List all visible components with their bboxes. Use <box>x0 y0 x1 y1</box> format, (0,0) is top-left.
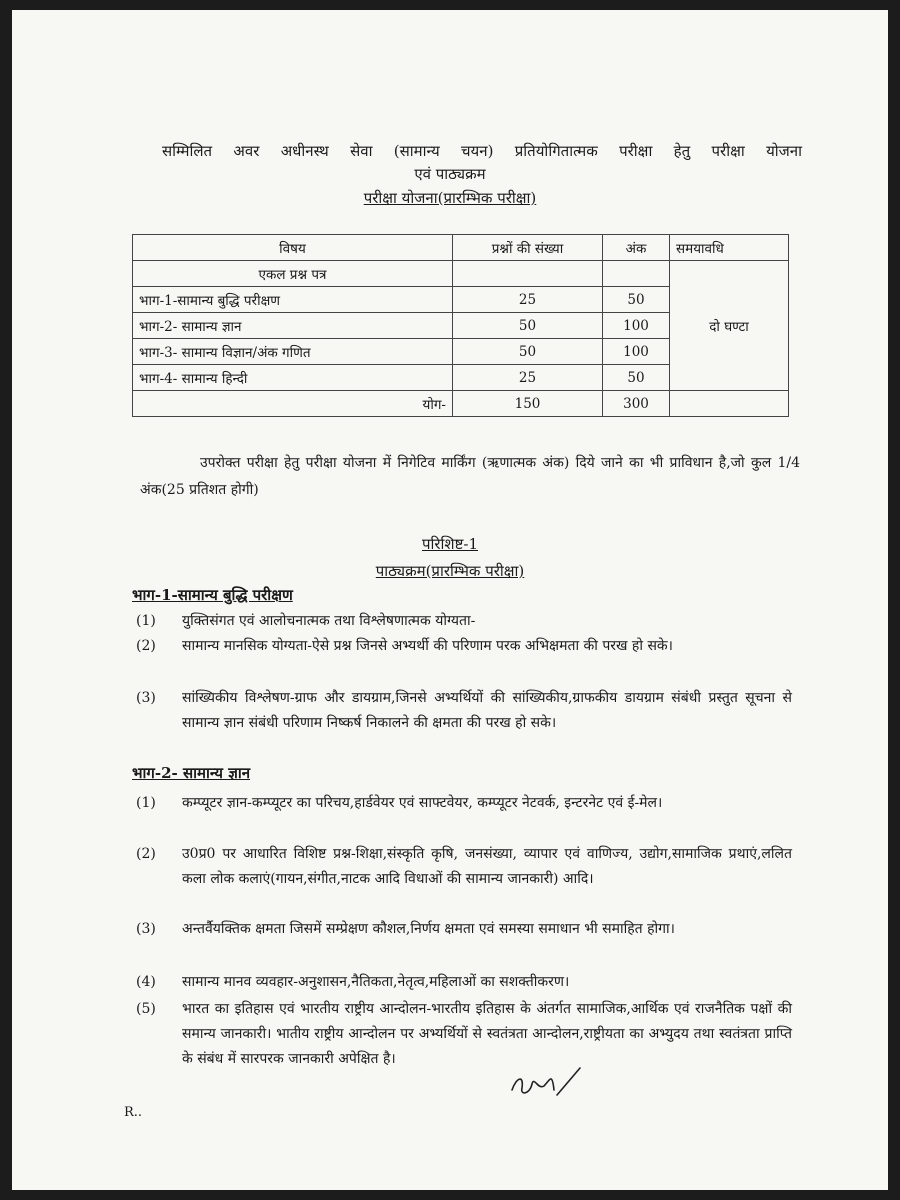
footer-mark: R.. <box>124 1105 143 1120</box>
single-paper-label: एकल प्रश्न पत्र <box>133 261 453 287</box>
subject-cell: भाग-1-सामान्य बुद्धि परीक्षण <box>133 287 453 313</box>
table-header-row <box>133 235 789 261</box>
header-questions: प्रश्नों की संख्या <box>453 235 603 261</box>
item-text: सामान्य मानसिक योग्यता-ऐसे प्रश्न जिनसे अभ्यर्थी की परिणाम परक अभिक्षमता की परख हो सके। <box>182 638 673 654</box>
signature-icon <box>502 1060 592 1105</box>
total-questions: 150 <box>453 391 603 417</box>
item-number: (3) <box>136 690 156 706</box>
list-item <box>132 917 792 942</box>
table-row <box>133 261 789 287</box>
item-number: (4) <box>136 974 156 990</box>
item-text: भारत का इतिहास एवं भारतीय राष्ट्रीय आन्दोलन-भारतीय इतिहास के अंतर्गत सामाजिक,आर्थिक एवं राजनैतिक पक्षों की समान्य जानकारी। भातीय राष्ट्रीय आन्दोलन पर अभ्यर्थियों से स्वतंत्रता आन्दोलन,राष्ट्रीयता का अभ्युदय तथा स्वतंत्रता प्राप्ति के संबंध में सारपरक जानकारी अपेक्षित है। <box>182 1001 792 1067</box>
list-item <box>132 997 792 1072</box>
part1-heading: भाग-1-सामान्य बुद्धि परीक्षण <box>132 586 293 604</box>
table-total-row <box>133 391 789 417</box>
marks-cell: 50 <box>603 365 670 391</box>
item-text: सामान्य मानव व्यवहार-अनुशासन,नैतिकता,नेतृत्व,महिलाओं का सशक्तीकरण। <box>182 974 570 990</box>
item-text: उ0प्र0 पर आधारित विशिष्ट प्रश्न-शिक्षा,संस्कृति कृषि, जनसंख्या, व्यापार एवं वाणिज्य, उद्योग,सामाजिक प्रथाएं,ललित कला लोक कलाएं(गायन,संगीत,नाटक आदि विधाओं की सामान्य जानकारी) आदि। <box>182 846 792 887</box>
list-item <box>132 970 792 995</box>
negative-marking-note: उपरोक्त परीक्षा हेतु परीक्षा योजना में निगेटिव मार्किंग (ऋणात्मक अंक) दिये जाने का भी प्राविधान है,जो कुल 1/4 अंक(25 प्रतिशत होगी) <box>140 455 800 498</box>
header-duration: समयावधि <box>670 235 789 261</box>
duration-cell: दो घण्टा <box>670 261 789 391</box>
questions-cell: 25 <box>453 365 603 391</box>
exam-scheme-table <box>132 234 789 417</box>
questions-cell: 25 <box>453 287 603 313</box>
list-item <box>132 686 792 736</box>
item-number: (2) <box>136 846 156 862</box>
marks-cell: 100 <box>603 313 670 339</box>
item-number: (2) <box>136 638 156 654</box>
document-page <box>12 10 888 1190</box>
header-subject: विषय <box>133 235 453 261</box>
marks-cell: 100 <box>603 339 670 365</box>
item-number: (1) <box>136 613 156 629</box>
subject-cell: भाग-2- सामान्य ज्ञान <box>133 313 453 339</box>
list-item <box>132 842 792 892</box>
total-label: योग- <box>133 391 453 417</box>
part2-heading: भाग-2- सामान्य ज्ञान <box>132 764 251 782</box>
item-text: सांख्यिकीय विश्लेषण-ग्राफ और डायग्राम,जिनसे अभ्यर्थियों की सांख्यिकीय,ग्राफकीय डायग्राम संबंधी प्रस्तुत सूचना से सामान्य ज्ञान संबंधी परिणाम निष्कर्ष निकालने की क्षमता की परख हो सके। <box>182 690 792 731</box>
item-text: कम्प्यूटर ज्ञान-कम्प्यूटर का परिचय,हार्डवेयर एवं साफ्टवेयर, कम्प्यूटर नेटवर्क, इन्टरनेट एवं ई-मेल। <box>182 795 663 811</box>
list-item <box>132 609 792 634</box>
total-marks: 300 <box>603 391 670 417</box>
marks-cell: 50 <box>603 287 670 313</box>
document-title: सम्मिलित अवर अधीनस्थ सेवा (सामान्य चयन) प्रतियोगितात्मक परीक्षा हेतु परीक्षा योजना <box>162 142 802 160</box>
syllabus-title: पाठ्यक्रम(प्रारम्भिक परीक्षा) <box>375 562 525 580</box>
subject-cell: भाग-3- सामान्य विज्ञान/अंक गणित <box>133 339 453 365</box>
questions-cell: 50 <box>453 339 603 365</box>
subject-cell: भाग-4- सामान्य हिन्दी <box>133 365 453 391</box>
appendix-title: परिशिष्ट-1 <box>422 535 478 553</box>
list-item <box>132 791 792 816</box>
list-item <box>132 634 792 659</box>
item-number: (3) <box>136 921 156 937</box>
document-subtitle: एवं पाठ्यक्रम <box>414 165 486 183</box>
questions-cell: 50 <box>453 313 603 339</box>
item-number: (1) <box>136 795 156 811</box>
scheme-heading: परीक्षा योजना(प्रारम्भिक परीक्षा) <box>363 189 537 207</box>
item-number: (5) <box>136 1001 156 1017</box>
header-marks: अंक <box>603 235 670 261</box>
item-text: युक्तिसंगत एवं आलोचनात्मक तथा विश्लेषणात्मक योग्यता- <box>182 613 476 629</box>
item-text: अन्तर्वैयक्तिक क्षमता जिसमें सम्प्रेक्षण कौशल,निर्णय क्षमता एवं समस्या समाधान भी समाहित होगा। <box>182 921 675 937</box>
